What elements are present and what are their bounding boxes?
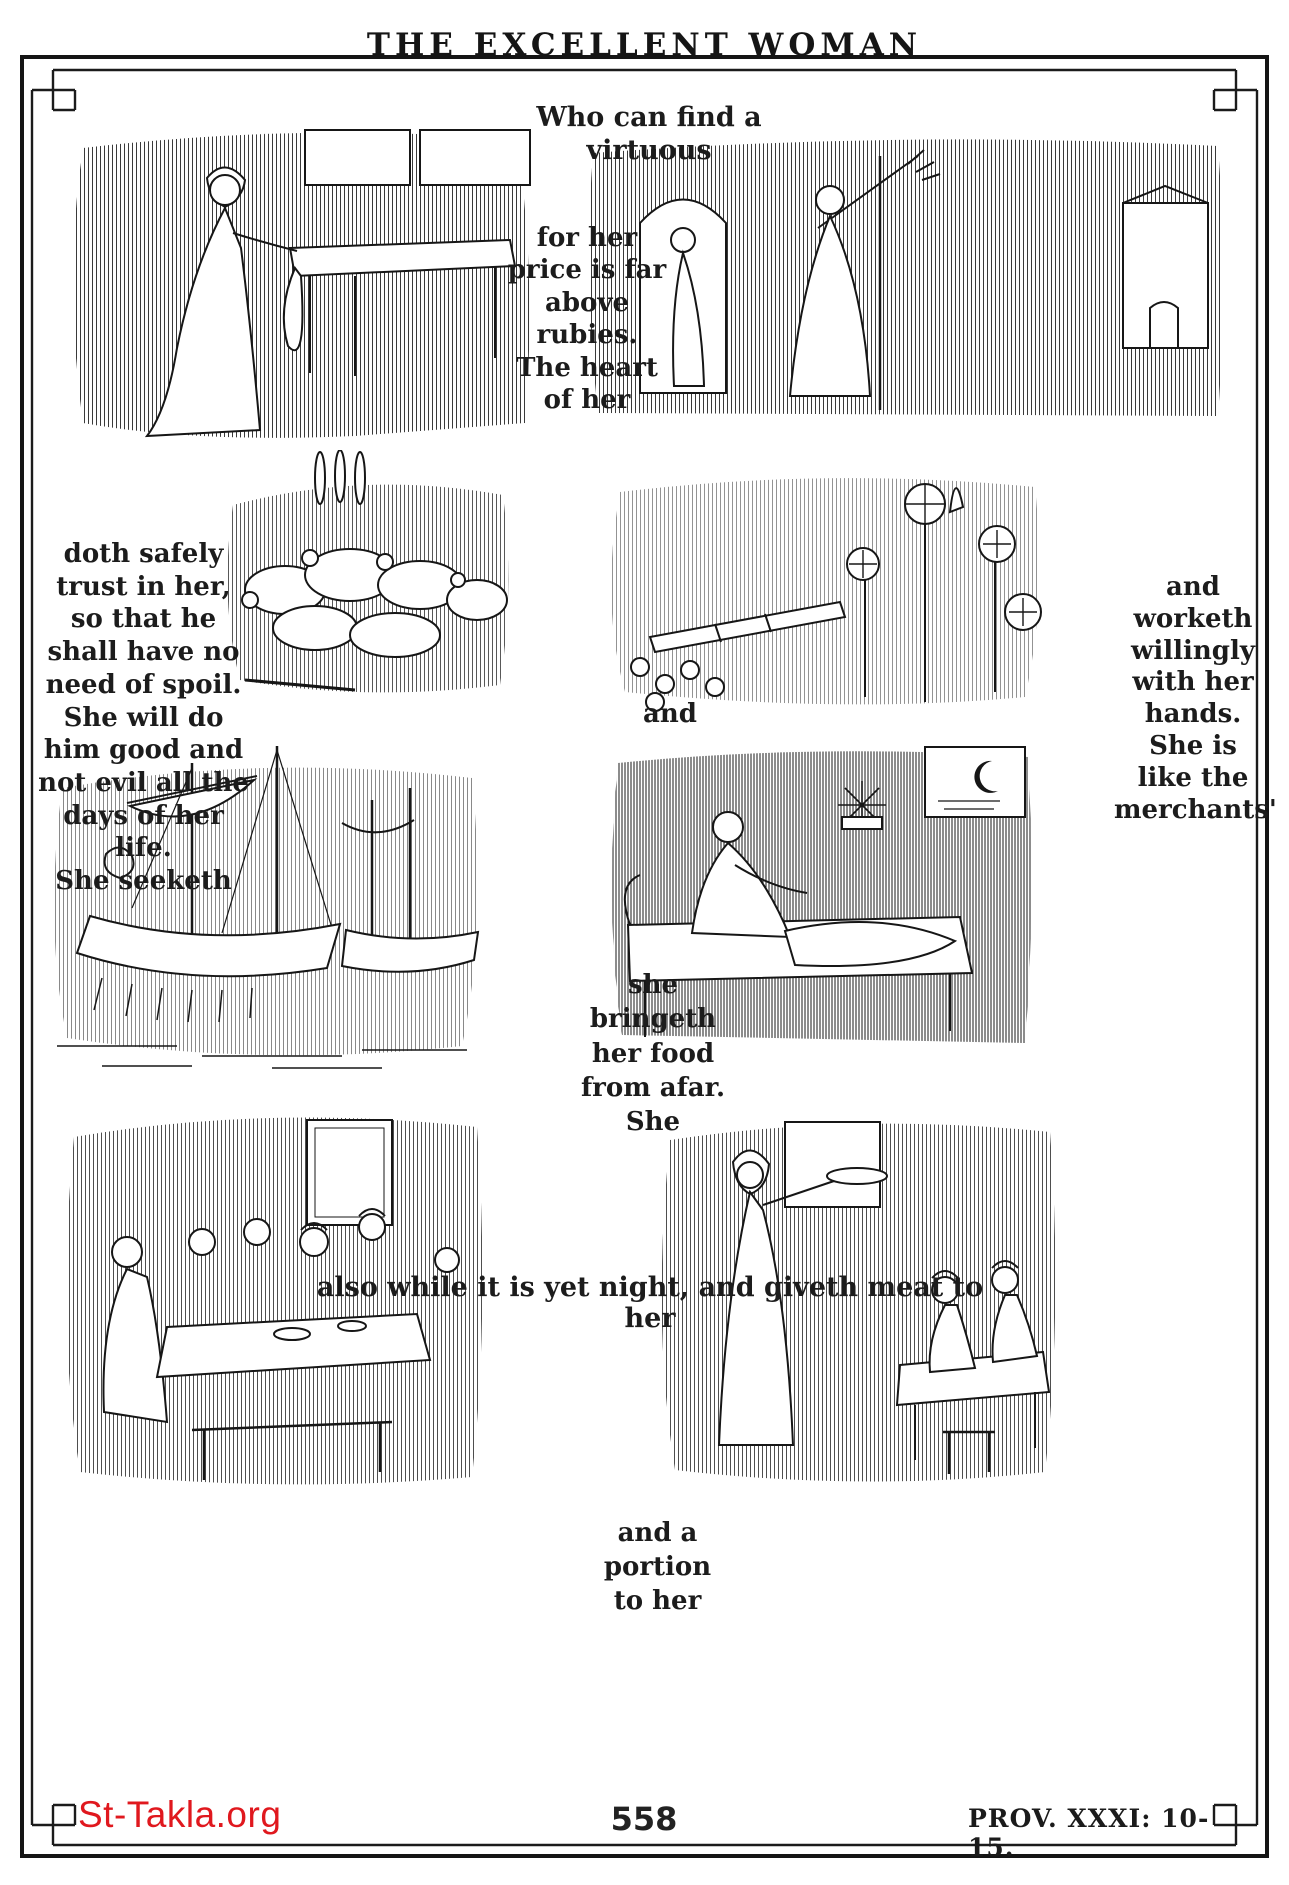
- verse-line: rubies.: [536, 320, 638, 351]
- verse-line: she: [627, 970, 679, 1000]
- verse-line: trust in her,: [56, 571, 231, 602]
- engraving-flowers: [595, 452, 1053, 718]
- verse-line: She: [625, 1107, 681, 1138]
- verse-line: hands.: [1144, 699, 1242, 730]
- verse-fragment-5: [1114, 572, 1277, 826]
- engraving-man-at-doorway: [578, 128, 1233, 428]
- illustration-flock-of-sheep: [215, 450, 517, 702]
- verse-line: her food: [591, 1038, 715, 1069]
- site-watermark: St-Takla.org: [78, 1794, 282, 1835]
- verse-line: price is far: [507, 255, 667, 286]
- verse-fragment-8: [560, 1516, 755, 1618]
- verse-line: for her: [536, 223, 638, 253]
- verse-fragment-6: [572, 968, 734, 1139]
- verse-line: from afar.: [580, 1072, 726, 1103]
- verse-line: She is: [1149, 730, 1237, 761]
- illustration-woman-working-at-table: [55, 118, 545, 448]
- verse-line: The heart: [516, 352, 658, 383]
- verse-fragment-4: and: [643, 699, 697, 729]
- verse-fragment-3: [36, 538, 251, 898]
- verse-line: above: [544, 287, 630, 318]
- verse-line: with her: [1132, 667, 1254, 698]
- verse-line: worketh: [1133, 603, 1253, 634]
- verse-line: willingly: [1131, 635, 1255, 666]
- verse-line: like the: [1137, 762, 1249, 793]
- verse-line: not evil all the: [38, 767, 249, 798]
- engraving-woman-at-table: [55, 118, 545, 448]
- verse-line: merchants': [1114, 794, 1277, 825]
- verse-fragment-2: [498, 222, 676, 416]
- verse-line: shall have no: [47, 637, 240, 668]
- illustration-flax-flowers: [595, 452, 1053, 718]
- illustration-man-with-pitchfork-at-gate: [578, 128, 1233, 428]
- verse-line: so that he: [70, 604, 217, 635]
- verse-line: need of spoil.: [45, 669, 242, 700]
- verse-fragment-7: also while it is yet night, and giveth meat to her: [316, 1272, 984, 1334]
- page-title: THE EXCELLENT WOMAN: [366, 26, 923, 63]
- verse-line: and: [1166, 572, 1220, 602]
- page-number: 558: [610, 1800, 678, 1838]
- verse-line: She seeketh: [55, 866, 232, 897]
- verse-line: days of her life.: [63, 800, 224, 864]
- engraving-sheep: [215, 450, 517, 702]
- verse-line: and a portion: [603, 1518, 712, 1582]
- verse-line: She will do: [63, 702, 224, 733]
- verse-line: doth safely: [63, 539, 224, 569]
- verse-fragment-1: Who can find a virtuous: [536, 102, 762, 166]
- verse-line: bringeth: [589, 1004, 717, 1035]
- scripture-reference: PROV. XXXI: 10-15.: [968, 1804, 1210, 1862]
- verse-line: of her: [543, 385, 631, 416]
- verse-line: to her: [613, 1586, 702, 1616]
- verse-line: him good and: [43, 735, 244, 766]
